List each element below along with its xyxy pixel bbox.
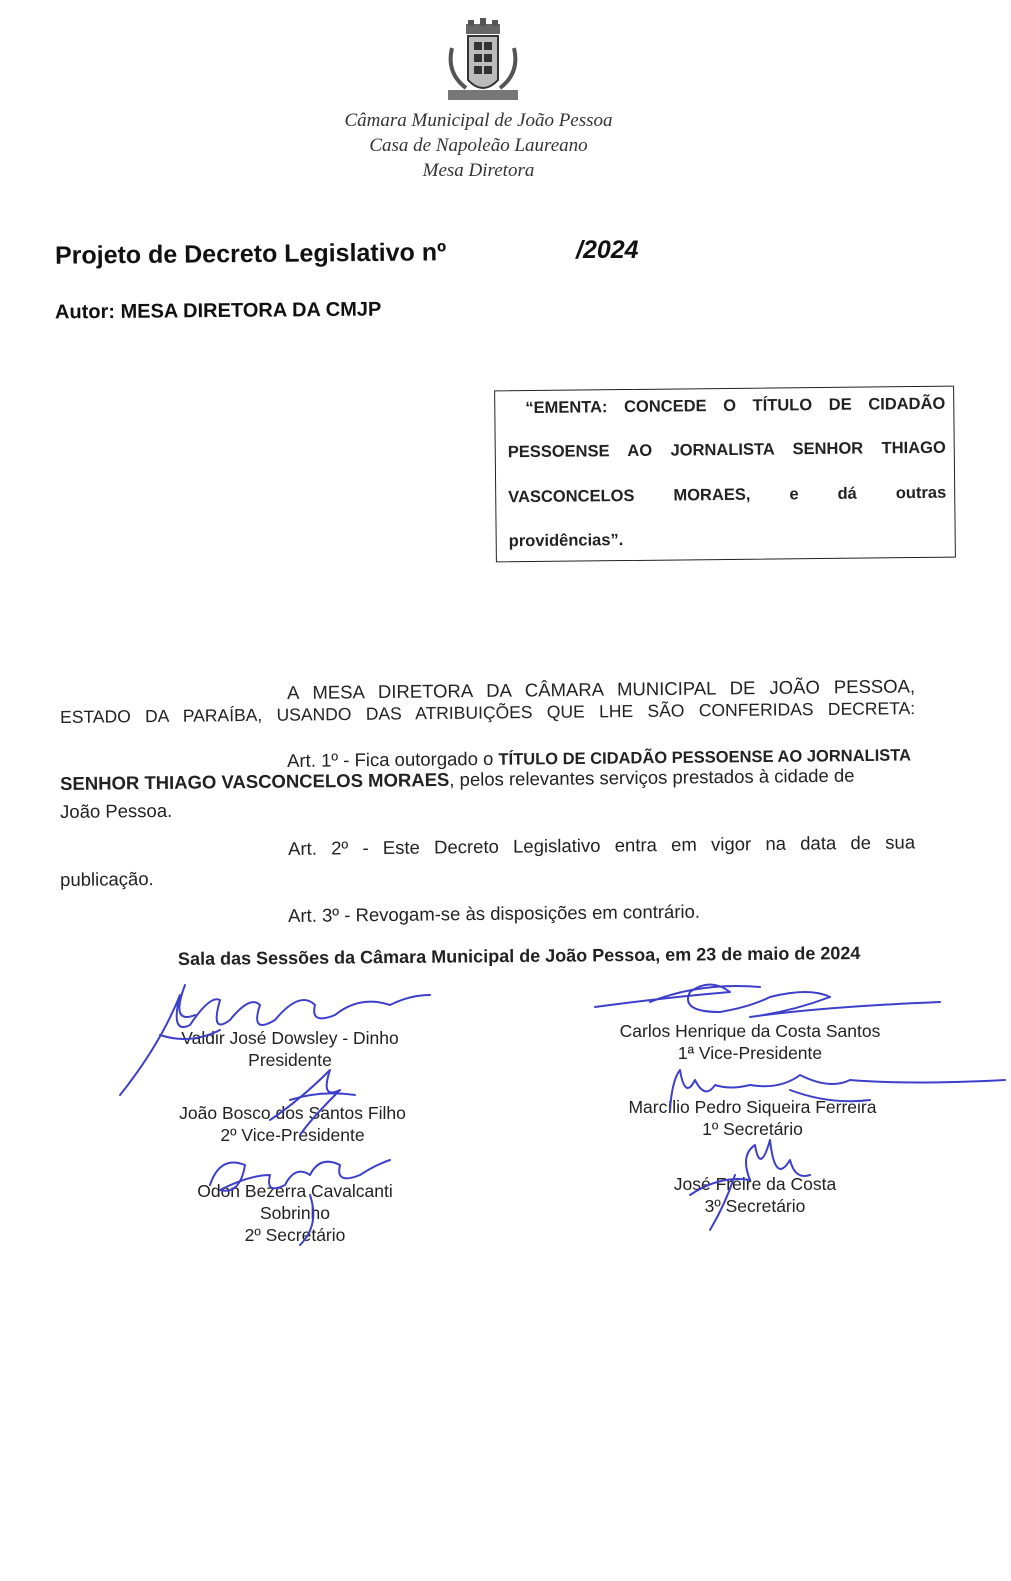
article-1-title-bold: TÍTULO DE CIDADÃO PESSOENSE AO JORNALISTA xyxy=(498,746,912,769)
signatory-3rd-secretary xyxy=(640,1173,870,1217)
session-date-line: Sala das Sessões da Câmara Municipal de João Pessoa, em 23 de maio de 2024 xyxy=(177,943,861,969)
signatory-2nd-vice-president xyxy=(150,1102,435,1146)
article-1-honoree-bold: SENHOR THIAGO VASCONCELOS MORAES xyxy=(60,768,450,794)
signatory-name: Marcílio Pedro Siqueira Ferreira xyxy=(628,1097,877,1117)
signatory-role: 2º Vice-Presidente xyxy=(220,1125,365,1145)
ementa-line: VASCONCELOS MORAES, e dá outras xyxy=(508,483,947,507)
signatory-role: 3º Secretário xyxy=(704,1196,806,1216)
ementa-line: “EMENTA: CONCEDE O TÍTULO DE CIDADÃO xyxy=(525,394,946,418)
signatory-name: José Freire da Costa xyxy=(673,1174,837,1194)
article-1-prefix: Art. 1º - Fica outorgado o xyxy=(287,747,499,771)
article-1-line-3: João Pessoa. xyxy=(60,799,173,822)
preamble-line-2: ESTADO DA PARAÍBA, USANDO DAS ATRIBUIÇÕES QUE LHE SÃO CONFERIDAS DECRETA: xyxy=(60,698,916,727)
article-2-line-1: Art. 2º - Este Decreto Legislativo entra em vigor na data de sua xyxy=(288,831,916,859)
ementa-line: providências”. xyxy=(508,531,624,551)
signatory-name-2: Sobrinho xyxy=(259,1203,331,1223)
header-line-2: Casa de Napoleão Laureano xyxy=(369,135,588,156)
article-1-line-2 xyxy=(60,764,918,795)
header-line-1: Câmara Municipal de João Pessoa xyxy=(344,110,613,131)
institution-header xyxy=(0,108,1011,183)
header-line-3: Mesa Diretora xyxy=(422,160,535,181)
article-3: Art. 3º - Revogam-se às disposições em contrário. xyxy=(288,900,701,926)
signatory-name: João Bosco dos Santos Filho xyxy=(179,1103,406,1123)
signatory-2nd-secretary xyxy=(155,1180,435,1246)
signatory-president xyxy=(150,1027,430,1071)
signatory-role: 1ª Vice-Presidente xyxy=(677,1043,823,1063)
article-2-line-2: publicação. xyxy=(60,868,154,890)
ementa-box xyxy=(494,386,956,563)
signatory-1st-vice-president xyxy=(595,1020,905,1064)
signatory-name: Carlos Henrique da Costa Santos xyxy=(619,1021,881,1041)
coat-of-arms-icon xyxy=(438,18,528,108)
project-title: Projeto de Decreto Legislativo nº xyxy=(54,238,447,270)
project-year: /2024 xyxy=(576,236,639,264)
signatory-name: Valdir José Dowsley - Dinho xyxy=(181,1028,399,1048)
ementa-line: PESSOENSE AO JORNALISTA SENHOR THIAGO xyxy=(507,438,946,462)
signatory-name: Odon Bezerra Cavalcanti xyxy=(197,1181,393,1201)
signatory-1st-secretary xyxy=(600,1096,905,1140)
signatory-role: 2º Secretário xyxy=(244,1225,346,1245)
signatory-role: 1º Secretário xyxy=(702,1119,803,1139)
preamble-line-1: A MESA DIRETORA DA CÂMARA MUNICIPAL DE JOÃO PESSOA, xyxy=(287,675,916,703)
article-1-line-2-rest: , pelos relevantes serviços prestados à cidade de xyxy=(449,764,855,790)
author-line: Autor: MESA DIRETORA DA CMJP xyxy=(54,298,382,324)
signatory-role: Presidente xyxy=(248,1050,332,1070)
